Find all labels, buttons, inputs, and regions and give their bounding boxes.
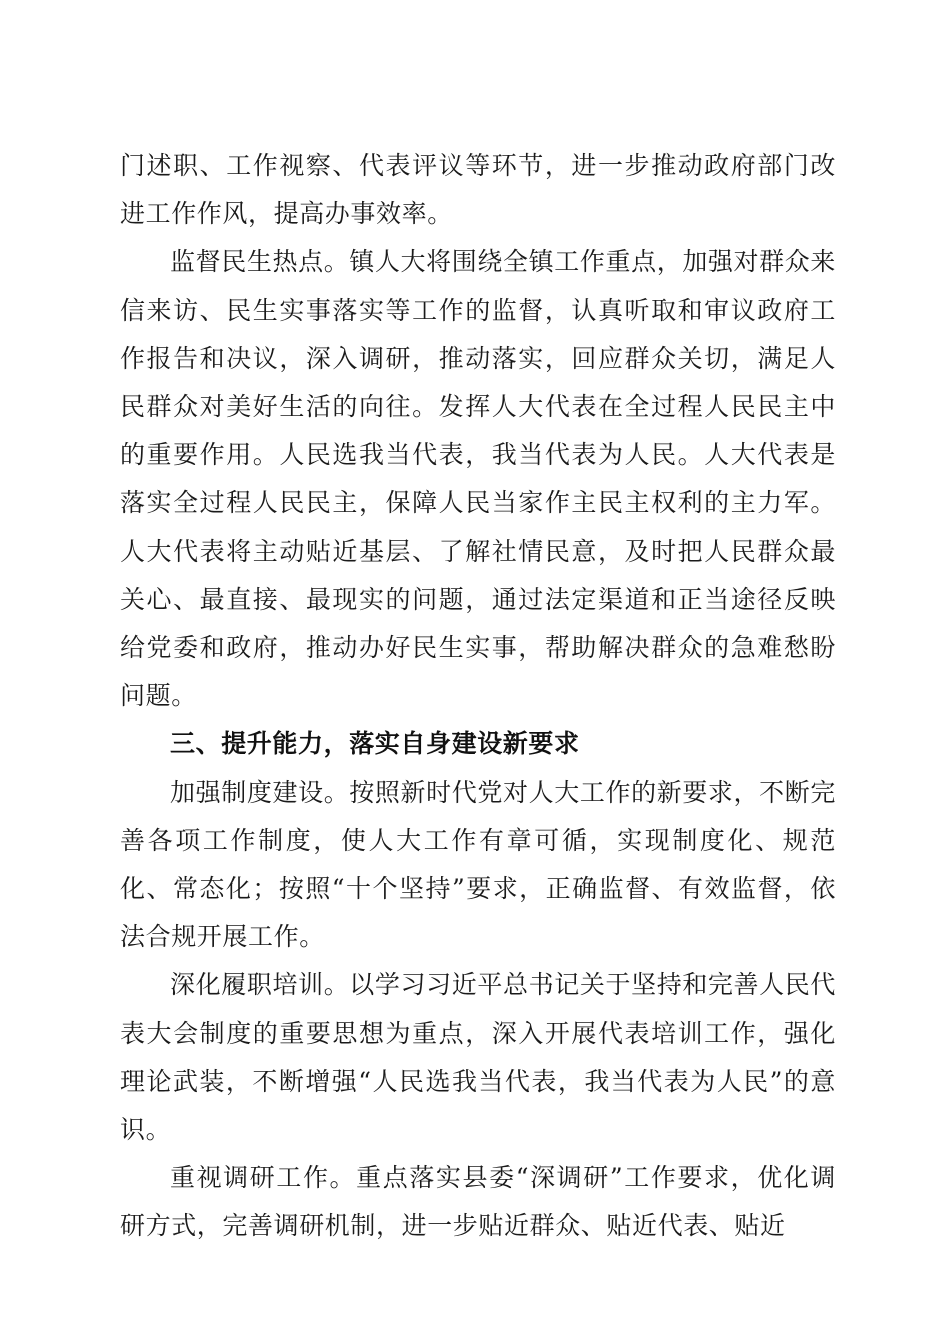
document-body [120,142,836,1251]
section-heading-3: 三、提升能力，落实自身建设新要求 [170,729,580,759]
paragraph-training: 深化履职培训。以学习习近平总书记关于坚持和完善人民代表大会制度的重要思想为重点，深入开展代表培训工作，强化理论武装，不断增强“人民选我当代表，我当代表为人民”的意识。 [120,970,836,1145]
paragraph-system-building: 加强制度建设。按照新时代党对人大工作的新要求，不断完善各项工作制度，使人大工作有章可循，实现制度化、规范化、常态化；按照“十个坚持”要求，正确监督、有效监督，依法合规开展工作。 [120,777,836,952]
paragraph-continuation: 门述职、工作视察、代表评议等环节，进一步推动政府部门改进工作作风，提高办事效率。 [120,151,836,229]
paragraph-research: 重视调研工作。重点落实县委“深调研”工作要求，优化调研方式，完善调研机制，进一步贴近群众、贴近代表、贴近 [120,1163,836,1241]
paragraph-supervise-livelihood: 监督民生热点。镇人大将围绕全镇工作重点，加强对群众来信来访、民生实事落实等工作的监督，认真听取和审议政府工作报告和决议，深入调研，推动落实，回应群众关切，满足人民群众对美好生活的向往。发挥人大代表在全过程人民民主中的重要作用。人民选我当代表，我当代表为人民。人大代表是落实全过程人民民主，保障人民当家作主民主权利的主力军。人大代表将主动贴近基层、了解社情民意，及时把人民群众最关心、最直接、最现实的问题，通过法定渠道和正当途径反映给党委和政府，推动办好民生实事，帮助解决群众的急难愁盼问题。 [120,247,836,711]
